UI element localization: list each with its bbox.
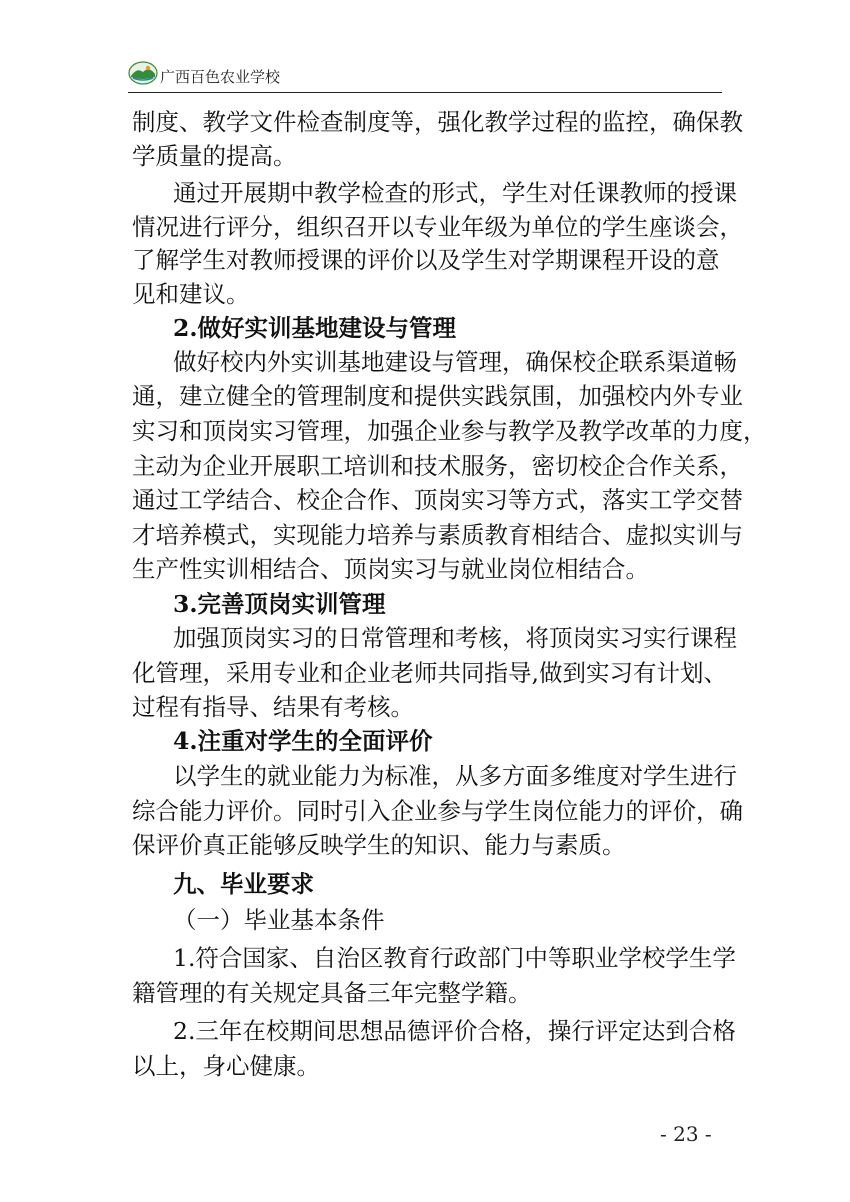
- body-line: 情况进行评分，组织召开以专业年级为单位的学生座谈会，: [132, 213, 743, 241]
- header-divider: [128, 92, 722, 93]
- body-line: 化管理，采用专业和企业老师共同指导,做到实习有计划、: [132, 659, 727, 687]
- body-line: 生产性实训相结合、顶岗实习与就业岗位相结合。: [132, 555, 649, 583]
- chapter-heading: 九、毕业要求: [173, 870, 314, 898]
- subsection-heading: （一）毕业基本条件: [173, 906, 385, 934]
- page-header: [128, 58, 722, 94]
- body-line: 1.符合国家、自治区教育行政部门中等职业学校学生学: [173, 944, 736, 972]
- body-line: 籍管理的有关规定具备三年完整学籍。: [132, 979, 532, 1007]
- body-line: 过程有指导、结果有考核。: [132, 693, 414, 721]
- body-line: 才培养模式，实现能力培养与素质教育相结合、虚拟实训与: [132, 521, 743, 549]
- body-line: 了解学生对教师授课的评价以及学生对学期课程开设的意: [132, 246, 720, 274]
- body-line: 见和建议。: [132, 280, 250, 308]
- body-line: 实习和顶岗实习管理，加强企业参与教学及教学改革的力度，: [132, 417, 767, 445]
- body-line: 加强顶岗实习的日常管理和考核，将顶岗实习实行课程: [173, 624, 737, 652]
- school-name: 广西百色农业学校: [160, 68, 281, 86]
- body-line: 通过工学结合、校企合作、顶岗实习等方式，落实工学交替: [132, 486, 743, 514]
- body-line: 做好校内外实训基地建设与管理，确保校企联系渠道畅: [173, 348, 737, 376]
- section-heading: 2.做好实训基地建设与管理: [173, 314, 457, 342]
- section-heading: 4.注重对学生的全面评价: [173, 727, 433, 755]
- body-line: 综合能力评价。同时引入企业参与学生岗位能力的评价，确: [132, 797, 743, 825]
- school-logo-icon: [128, 60, 158, 86]
- body-line: 保评价真正能够反映学生的知识、能力与素质。: [132, 831, 626, 859]
- body-line: 制度、教学文件检查制度等，强化教学过程的监控，确保教: [132, 108, 743, 136]
- body-line: 以上，身心健康。: [132, 1052, 320, 1080]
- body-line: 2.三年在校期间思想品德评价合格，操行评定达到合格: [173, 1017, 736, 1045]
- body-line: 以学生的就业能力为标准，从多方面多维度对学生进行: [173, 762, 737, 790]
- body-line: 通过开展期中教学检查的形式，学生对任课教师的授课: [173, 179, 737, 207]
- page-number: - 23 -: [660, 1122, 712, 1146]
- body-line: 通，建立健全的管理制度和提供实践氛围，加强校内外专业: [132, 382, 743, 410]
- body-line: 主动为企业开展职工培训和技术服务，密切校企合作关系，: [132, 452, 743, 480]
- body-line: 学质量的提高。: [132, 142, 297, 170]
- section-heading: 3.完善顶岗实训管理: [173, 590, 386, 618]
